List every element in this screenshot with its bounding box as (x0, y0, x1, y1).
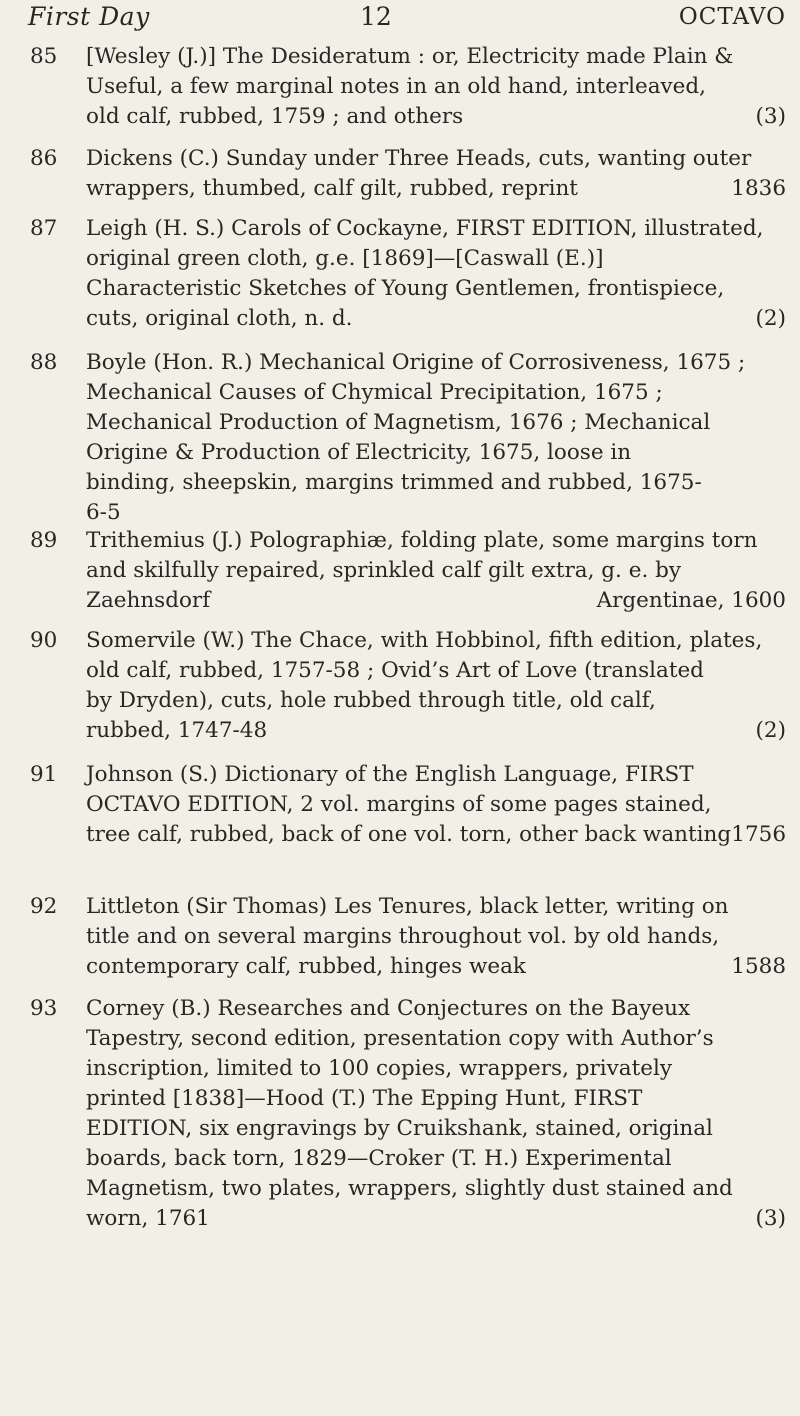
description-text: original green cloth, g.e. [1869]—[Caswall (E.)] (86, 246, 604, 271)
description-line (86, 214, 786, 244)
description-line (86, 1054, 786, 1084)
description-line (86, 72, 786, 102)
description-text: contemporary calf, rubbed, hinges weak (86, 954, 526, 979)
lot-description (86, 994, 786, 1234)
lot-tail: (2) (755, 718, 786, 743)
description-text: and skilfully repaired, sprinkled calf gilt extra, g. e. by (86, 558, 682, 583)
lot-description (86, 348, 786, 528)
catalogue-entry (30, 42, 790, 132)
description-text: Littleton (Sir Thomas) Les Tenures, black letter, writing on (86, 894, 729, 919)
description-text: EDITION, six engravings by Cruikshank, stained, original (86, 1116, 713, 1141)
catalogue-entry (30, 144, 790, 204)
description-text: title and on several margins throughout vol. by old hands, (86, 924, 720, 949)
catalogue-entry (30, 994, 790, 1234)
page-header (0, 0, 800, 40)
description-text: tree calf, rubbed, back of one vol. torn, other back wanting (86, 822, 732, 847)
lot-number: 88 (30, 350, 58, 375)
description-line (86, 1204, 786, 1234)
lot-tail: 1836 (731, 176, 786, 201)
description-line (86, 244, 786, 274)
description-line (86, 408, 786, 438)
description-text: cuts, original cloth, n. d. (86, 306, 353, 331)
description-text: Tapestry, second edition, presentation copy with Author’s (86, 1026, 714, 1051)
description-line (86, 102, 786, 132)
lot-description (86, 526, 786, 616)
description-text: by Dryden), cuts, hole rubbed through title, old calf, (86, 688, 656, 713)
description-text: OCTAVO EDITION, 2 vol. margins of some pages stained, (86, 792, 712, 817)
lot-number: 87 (30, 216, 58, 241)
description-text: printed [1838]—Hood (T.) The Epping Hunt, FIRST (86, 1086, 643, 1111)
description-line (86, 526, 786, 556)
description-line (86, 1024, 786, 1054)
description-text: boards, back torn, 1829—Croker (T. H.) Experimental (86, 1146, 672, 1171)
description-line (86, 438, 786, 468)
description-text: Useful, a few marginal notes in an old hand, interleaved, (86, 74, 706, 99)
lot-description (86, 760, 786, 850)
description-text: Leigh (H. S.) Carols of Cockayne, FIRST EDITION, illustrated, (86, 216, 764, 241)
lot-description (86, 144, 786, 204)
description-line (86, 42, 786, 72)
description-text: old calf, rubbed, 1759 ; and others (86, 104, 464, 129)
description-line (86, 348, 786, 378)
description-line (86, 1114, 786, 1144)
description-text: old calf, rubbed, 1757-58 ; Ovid’s Art of Love (translated (86, 658, 704, 683)
description-line (86, 760, 786, 790)
description-line (86, 498, 786, 528)
description-line (86, 378, 786, 408)
lot-number: 90 (30, 628, 58, 653)
description-line (86, 1144, 786, 1174)
description-line (86, 626, 786, 656)
description-text: binding, sheepskin, margins trimmed and rubbed, 1675- (86, 470, 702, 495)
lot-tail: (3) (755, 104, 786, 129)
description-line (86, 686, 786, 716)
description-line (86, 922, 786, 952)
description-text: Origine & Production of Electricity, 1675, loose in (86, 440, 632, 465)
lot-number: 86 (30, 146, 58, 171)
lot-number: 85 (30, 44, 58, 69)
lot-number: 89 (30, 528, 58, 553)
catalogue-entry (30, 526, 790, 616)
description-line (86, 174, 786, 204)
catalogue-entry (30, 214, 790, 334)
description-text: Mechanical Causes of Chymical Precipitation, 1675 ; (86, 380, 663, 405)
description-text: Dickens (C.) Sunday under Three Heads, cuts, wanting outer (86, 146, 752, 171)
description-text: Magnetism, two plates, wrappers, slightly dust stained and (86, 1176, 733, 1201)
description-line (86, 468, 786, 498)
description-text: Boyle (Hon. R.) Mechanical Origine of Corrosiveness, 1675 ; (86, 350, 746, 375)
description-text: wrappers, thumbed, calf gilt, rubbed, reprint (86, 176, 578, 201)
description-text: worn, 1761 (86, 1206, 210, 1231)
description-text: Characteristic Sketches of Young Gentlemen, frontispiece, (86, 276, 725, 301)
lot-tail: Argentinae, 1600 (596, 588, 786, 613)
description-line (86, 1084, 786, 1114)
catalogue-entry (30, 892, 790, 982)
description-line (86, 820, 786, 850)
lot-description (86, 214, 786, 334)
catalogue-entry (30, 348, 790, 528)
description-text: Somervile (W.) The Chace, with Hobbinol, fifth edition, plates, (86, 628, 763, 653)
description-line (86, 790, 786, 820)
description-text: 6-5 (86, 500, 121, 525)
description-line (86, 1174, 786, 1204)
description-text: rubbed, 1747-48 (86, 718, 268, 743)
description-line (86, 304, 786, 334)
description-text: [Wesley (J.)] The Desideratum : or, Electricity made Plain & (86, 44, 734, 69)
lot-number: 93 (30, 996, 58, 1021)
catalogue-entry (30, 760, 790, 850)
lot-description (86, 892, 786, 982)
lot-tail: 1756 (731, 822, 786, 847)
lot-tail: 1588 (731, 954, 786, 979)
header-day: First Day (28, 2, 150, 31)
description-line (86, 586, 786, 616)
description-line (86, 952, 786, 982)
lot-number: 91 (30, 762, 58, 787)
description-text: Zaehnsdorf (86, 588, 211, 613)
description-text: Mechanical Production of Magnetism, 1676 ; Mechanical (86, 410, 711, 435)
description-line (86, 274, 786, 304)
lot-tail: (3) (755, 1206, 786, 1231)
description-line (86, 556, 786, 586)
catalogue-entry (30, 626, 790, 746)
page-number: 12 (360, 2, 392, 31)
lot-description (86, 42, 786, 132)
description-line (86, 144, 786, 174)
description-text: inscription, limited to 100 copies, wrappers, privately (86, 1056, 673, 1081)
description-text: Johnson (S.) Dictionary of the English Language, FIRST (86, 762, 694, 787)
description-line (86, 656, 786, 686)
description-text: Trithemius (J.) Polographiæ, folding plate, some margins torn (86, 528, 758, 553)
description-text: Corney (B.) Researches and Conjectures on the Bayeux (86, 996, 691, 1021)
description-line (86, 892, 786, 922)
lot-description (86, 626, 786, 746)
description-line (86, 994, 786, 1024)
header-format: OCTAVO (678, 4, 786, 30)
lot-number: 92 (30, 894, 58, 919)
description-line (86, 716, 786, 746)
lot-tail: (2) (755, 306, 786, 331)
